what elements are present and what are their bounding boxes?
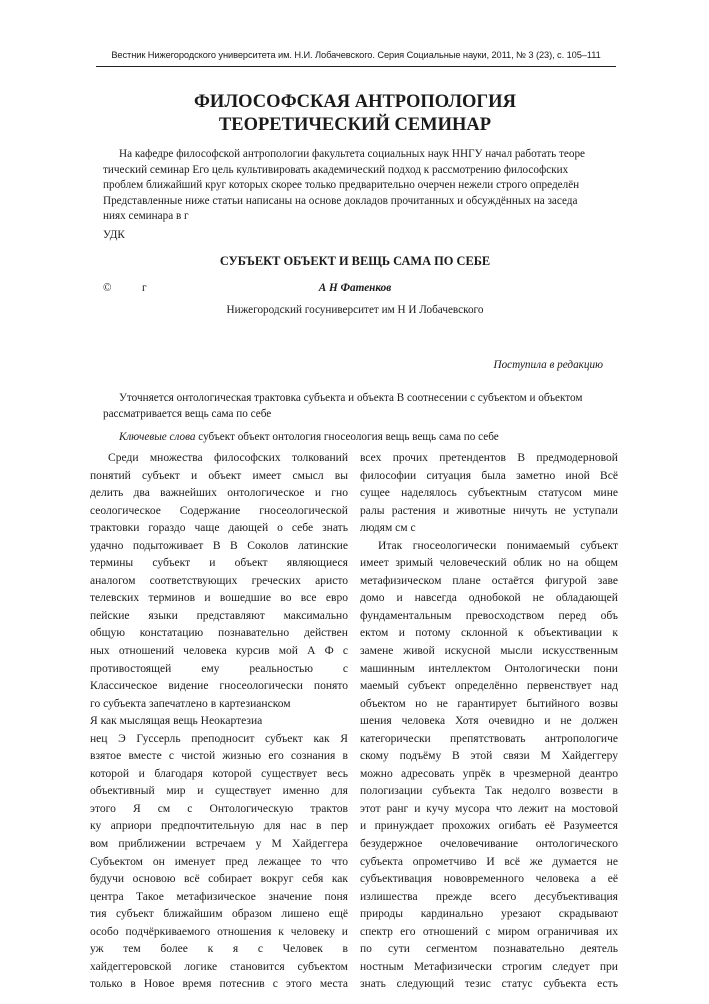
section-title-line-2: ТЕОРЕТИЧЕСКИЙ СЕМИНАР <box>218 115 492 135</box>
intro-line: Представленные ниже статьи написаны на основе докладов прочитанных и обсуждённых на заседа <box>103 194 578 207</box>
body-text-line: делить два важнейших онтологическое и гно <box>90 487 348 500</box>
body-text-line: термины субъект и объект являющиеся <box>90 557 348 570</box>
body-text-line: ектом и потому склонной к объективации к <box>360 627 618 640</box>
body-text-line: го субъекта запечатлено в картезианском <box>90 697 291 710</box>
body-text-line: людям см с <box>360 522 416 535</box>
body-text-line: ностным Метафизически строгим следует при <box>360 960 618 973</box>
body-text-line: домо и навсегда однобокой не обладающей <box>360 592 618 605</box>
keywords-text: субъект объект онтология гносеология вещь вещь сама по себе <box>195 431 499 443</box>
body-text-line: удачно подытоживает В В Соколов латинские <box>90 539 348 552</box>
intro-line: На кафедре философской антропологии факультета социальных наук ННГУ начал работать теоре <box>119 148 586 160</box>
body-text-line: вом приближении встречаем у М Хайдеггера <box>90 838 348 851</box>
body-text-line: Среди множества философских толкований <box>108 452 348 464</box>
received-note: Поступила в редакцию <box>493 359 603 371</box>
body-text-line: ных отношений человека курсив мой А Ф с <box>90 645 348 658</box>
body-text-line: маемый субъект определённо первенствует над <box>360 680 618 693</box>
body-text-line: метафизическом плане остаётся фигурой заве <box>360 574 618 587</box>
author-name: А Н Фатенков <box>318 282 392 294</box>
body-text-line: особо подчёркиваемого отношения к человеку и <box>90 925 348 938</box>
body-text-line: ку априори предпочтительную для нас в пер <box>90 820 348 833</box>
body-text-line: по сути сегментом познавательно деятель <box>360 943 618 956</box>
body-text-line: и принуждает прохожих огибать её Разумеется <box>360 820 618 833</box>
body-text-line: объективный мир и существует именно для <box>90 785 348 798</box>
body-text-line: этого Я см с Онтологическую трактов <box>90 802 348 815</box>
body-text-line: центра Такое метафизическое значение поня <box>90 890 348 903</box>
affiliation: Нижегородский госуниверситет им Н И Лобачевского <box>226 304 484 316</box>
body-text-line: спектр его отношений с миром ограничивая их <box>360 925 618 938</box>
article-title: СУБЪЕКТ ОБЪЕКТ И ВЕЩЬ САМА ПО СЕБЕ <box>219 254 491 268</box>
body-column-right <box>360 450 618 994</box>
keywords <box>119 431 609 443</box>
intro-line: ниях семинара в г <box>103 210 189 223</box>
body-text-line: шения человека Хотя очевидно и не должен <box>360 715 618 728</box>
body-text-line: сущее наделялось субъектным статусом мине <box>360 487 618 500</box>
body-text-line: знать следующий тезис статус субъекта есть <box>360 978 618 991</box>
body-text-line: имеет зримый человеческий облик но на общем <box>360 557 618 570</box>
body-text-line: уж тем более к я с Человек в <box>90 943 348 956</box>
body-text-line: скому подъёму В этой связи М Хайдеггеру <box>360 750 618 763</box>
body-text-line: субъекта опрометчиво И всё же думается не <box>360 855 618 868</box>
body-text-line: аналогом соответствующих греческих аристо <box>90 574 348 587</box>
body-text-line: Итак гносеологически понимаемый субъект <box>378 539 618 552</box>
body-text-line: только в Новое время потеснив с этого места <box>90 978 348 991</box>
body-text-line: тия субъект ближайшим образом лишено ещё <box>90 908 348 921</box>
body-text-line: противостоящей ему реальностью с <box>90 662 348 675</box>
keywords-label: Ключевые слова <box>119 431 196 443</box>
body-text-line: трактовки гораздо чаще дающей о себе знать <box>90 522 348 535</box>
body-text-line: Я как мыслящая вещь Неокартезиа <box>90 715 263 728</box>
body-text-line: нец Э Гуссерль преподносит субъект как Я <box>90 732 348 745</box>
body-text-line: всех прочих претендентов В предмодерновой <box>360 452 618 464</box>
section-title-line-1: ФИЛОСОФСКАЯ АНТРОПОЛОГИЯ <box>194 92 516 112</box>
body-text-line: сеологическое Содержание гносеологической <box>90 504 348 517</box>
body-text-line: ралы растения и животные ничуть не уступали <box>360 504 618 517</box>
body-text-line: Субъектом он именует пред лежащее то что <box>90 855 348 868</box>
intro-paragraph <box>103 147 609 225</box>
copyright-symbol: © <box>103 282 112 294</box>
abstract <box>103 391 609 422</box>
body-text-line: безудержное очеловечивание онтологического <box>360 838 618 851</box>
running-head: Вестник Нижегородского университета им. Н.И. Лобачевского. Серия Социальные науки, 2011, № 3 (23), с. 105–111 <box>111 50 601 60</box>
body-text-line: телевских терминов и вошедшие во все евро <box>90 592 348 605</box>
body-text-line: общую констатацию познавательно действен <box>90 627 348 640</box>
copyright-year: г <box>142 282 147 294</box>
body-text-line: пологизации субъекта Так недолго возвести в <box>360 785 618 798</box>
body-text-line: философии ситуация была заметно иной Всё <box>360 469 618 482</box>
body-text-line: излишества прежде всего десубъективация <box>360 890 618 903</box>
udk-label: УДК <box>103 229 125 241</box>
abstract-line: рассматривается вещь сама по себе <box>103 407 272 420</box>
body-text-line: субъективация нововременного человека а её <box>360 873 618 886</box>
body-text-line: будучи основою всё собирает вокруг себя как <box>90 873 348 886</box>
body-text-line: объектом но не гарантирует бытийного возвы <box>360 697 618 710</box>
body-text-line: машинным интеллектом Онтологически пони <box>360 662 618 675</box>
body-text-line: этот ранг и кучу мусора что лежит на мостовой <box>360 802 618 815</box>
body-text-line: понятий субъект и объект имеет смысл вы <box>90 469 348 482</box>
intro-line: проблем ближайший круг которых скорее только предварительно очерчен нежели строго определён <box>103 179 580 192</box>
body-text-line: природы кардинально урезают скрадывают <box>360 908 618 921</box>
body-text-line: Классическое видение гносеологически понято <box>90 680 348 693</box>
header-rule <box>96 66 616 67</box>
body-text-line: фундаментальным превосходством перед объ <box>360 609 618 622</box>
body-text-line: замене живой искусной мысли искусственным <box>360 645 618 658</box>
body-column-left <box>90 450 348 994</box>
abstract-line: Уточняется онтологическая трактовка субъекта и объекта В соотнесении с субъектом и объектом <box>119 392 583 404</box>
body-text-line: хайдеггеровской логике становится субъектом <box>90 960 348 973</box>
body-text-line: которой и благодаря которой существует весь <box>90 767 348 780</box>
intro-line: тический семинар Его цель культивировать академический подход к рассмотрению философских <box>103 163 569 176</box>
body-text-line: взятое вместе с чистой жизнью его сознания в <box>90 750 348 763</box>
body-text-line: можно адресовать упрёк в чрезмерной деантро <box>360 767 618 780</box>
body-text-line: категорически препятствовать антропологиче <box>360 732 618 745</box>
body-text-line: пейские языки представляют максимально <box>90 609 348 622</box>
